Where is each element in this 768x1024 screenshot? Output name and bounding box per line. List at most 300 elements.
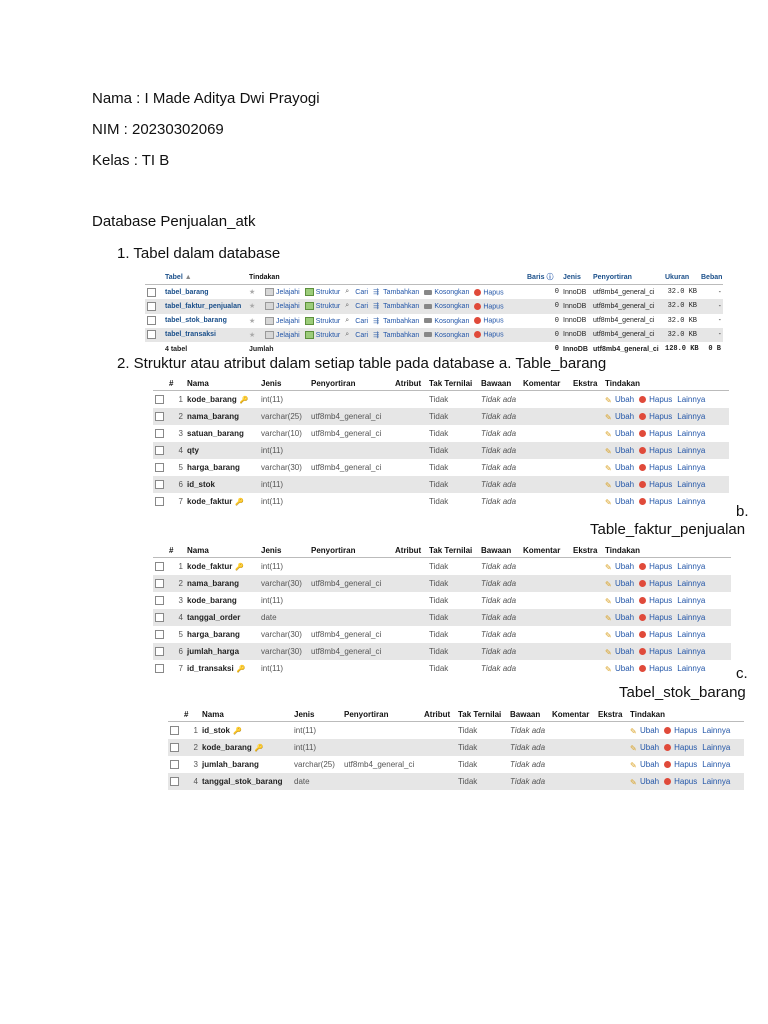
- edit-link[interactable]: [630, 760, 659, 769]
- table-row: [153, 425, 729, 442]
- browse-link[interactable]: [265, 317, 300, 325]
- column-number: 7: [178, 497, 183, 506]
- drop-label: Hapus: [649, 664, 673, 673]
- column-type: int(11): [294, 743, 317, 752]
- browse-link[interactable]: [265, 288, 300, 296]
- edit-link[interactable]: [605, 497, 634, 506]
- column-type: int(11): [261, 446, 284, 455]
- structure-link[interactable]: [305, 331, 341, 339]
- row-checkbox[interactable]: [155, 647, 164, 656]
- col-number: #: [169, 545, 174, 555]
- column-null: Tidak: [429, 412, 449, 421]
- row-checkbox[interactable]: [170, 760, 179, 769]
- column-extra: [571, 408, 603, 425]
- column-default: Tidak ada: [481, 664, 517, 673]
- column-collation: utf8mb4_general_ci: [344, 760, 415, 769]
- column-type: varchar(30): [261, 463, 302, 472]
- col-actions: Tindakan: [605, 378, 640, 388]
- primary-key-icon: 🔑: [239, 396, 249, 404]
- column-comments: [521, 425, 571, 442]
- column-attributes: [393, 391, 427, 409]
- row-checkbox[interactable]: [155, 579, 164, 588]
- browse-link-label: Jelajahi: [276, 303, 300, 311]
- column-extra: [596, 756, 628, 773]
- drop-link[interactable]: [639, 497, 672, 506]
- column-comments: [521, 459, 571, 476]
- drop-link[interactable]: [639, 596, 672, 605]
- column-collation: utf8mb4_general_ci: [311, 630, 382, 639]
- edit-link[interactable]: [630, 726, 659, 735]
- column-default: Tidak ada: [481, 429, 517, 438]
- drop-label: Hapus: [674, 726, 698, 735]
- structure-faktur-screenshot: [153, 543, 731, 677]
- col-collation: Penyortiran: [311, 378, 356, 388]
- pencil-icon: ✎: [605, 480, 612, 490]
- column-null: Tidak: [429, 630, 449, 639]
- more-link[interactable]: Lainnya: [677, 463, 706, 472]
- drop-link[interactable]: [474, 289, 503, 296]
- column-type: int(11): [261, 562, 284, 571]
- column-number: 3: [178, 429, 183, 438]
- table-name-link[interactable]: tabel_faktur_penjualan: [165, 302, 242, 310]
- insert-link[interactable]: [373, 331, 419, 339]
- table-row: [168, 722, 744, 740]
- column-comments: [550, 756, 596, 773]
- edit-link[interactable]: [605, 412, 634, 421]
- structure-link-label: Struktur: [315, 331, 341, 339]
- column-number: 1: [178, 562, 183, 571]
- row-checkbox[interactable]: [155, 630, 164, 639]
- edit-link[interactable]: [605, 562, 634, 571]
- col-penyortiran[interactable]: Penyortiran: [593, 273, 632, 281]
- row-checkbox[interactable]: [155, 562, 164, 571]
- edit-label: Ubah: [615, 664, 635, 673]
- browse-link[interactable]: [265, 331, 300, 339]
- row-checkbox[interactable]: [155, 497, 164, 506]
- more-link[interactable]: Lainnya: [677, 562, 706, 571]
- column-comments: [521, 609, 571, 626]
- edit-label: Ubah: [640, 743, 660, 752]
- column-attributes: [393, 575, 427, 592]
- column-default: Tidak ada: [481, 480, 517, 489]
- column-extra: [596, 773, 628, 790]
- more-link[interactable]: Lainnya: [702, 760, 731, 769]
- more-link[interactable]: Lainnya: [677, 579, 706, 588]
- col-ukuran[interactable]: Ukuran: [665, 273, 690, 281]
- table-row: [145, 285, 723, 300]
- more-link[interactable]: Lainnya: [677, 497, 706, 506]
- more-link[interactable]: Lainnya: [677, 630, 706, 639]
- column-null: Tidak: [429, 480, 449, 489]
- primary-key-icon: 🔑: [233, 727, 242, 735]
- col-comments: Komentar: [552, 709, 590, 719]
- overhead: -: [718, 302, 721, 310]
- search-link[interactable]: [345, 331, 368, 339]
- table-row: [153, 575, 731, 592]
- column-number: 1: [178, 395, 183, 404]
- edit-link[interactable]: [605, 630, 634, 639]
- more-link[interactable]: Lainnya: [677, 395, 706, 404]
- pencil-icon: ✎: [605, 429, 612, 439]
- col-name: Nama: [187, 378, 209, 388]
- insert-icon: ⇶: [373, 331, 379, 339]
- section-2-heading: 2. Struktur atau atribut dalam setiap table pada database a. Table_barang: [117, 355, 607, 372]
- more-link[interactable]: Lainnya: [677, 412, 706, 421]
- column-collation: [309, 660, 393, 677]
- column-attributes: [422, 756, 456, 773]
- column-null: Tidak: [458, 743, 478, 752]
- drop-link[interactable]: [639, 480, 672, 489]
- insert-link[interactable]: [373, 288, 419, 296]
- column-null: Tidak: [429, 463, 449, 472]
- empty-link[interactable]: [424, 303, 469, 310]
- row-checkbox[interactable]: [147, 288, 156, 297]
- column-number: 5: [178, 463, 183, 472]
- section-1-heading: 1. Tabel dalam database: [117, 245, 281, 262]
- structure-link[interactable]: [305, 288, 341, 296]
- table-row: [153, 626, 731, 643]
- row-checkbox[interactable]: [147, 316, 156, 325]
- column-attributes: [393, 558, 427, 576]
- more-link[interactable]: Lainnya: [677, 446, 706, 455]
- edit-link[interactable]: [605, 446, 634, 455]
- row-checkbox[interactable]: [155, 395, 164, 404]
- column-default: Tidak ada: [481, 630, 517, 639]
- edit-link[interactable]: [630, 743, 659, 752]
- empty-link-label: Kosongkan: [434, 317, 470, 325]
- more-link[interactable]: Lainnya: [677, 613, 706, 622]
- more-link[interactable]: Lainnya: [702, 743, 731, 752]
- edit-link[interactable]: [605, 463, 634, 472]
- edit-link[interactable]: [605, 429, 634, 438]
- row-checkbox[interactable]: [170, 777, 179, 786]
- column-attributes: [393, 660, 427, 677]
- drop-label: Hapus: [674, 777, 698, 786]
- column-name: id_stok: [202, 726, 231, 735]
- drop-icon: [639, 631, 646, 638]
- size: 32.0 KB: [667, 288, 697, 297]
- column-name: nama_barang: [187, 579, 240, 588]
- primary-key-icon: 🔑: [235, 563, 245, 571]
- drop-link[interactable]: [639, 664, 672, 673]
- drop-label: Hapus: [649, 562, 673, 571]
- drop-icon: [664, 727, 671, 734]
- column-extra: [571, 660, 603, 677]
- browse-link-label: Jelajahi: [276, 331, 300, 339]
- column-default: Tidak ada: [481, 596, 517, 605]
- drop-link[interactable]: [664, 726, 697, 735]
- column-type: int(11): [261, 395, 284, 404]
- pencil-icon: ✎: [605, 579, 612, 589]
- browse-link[interactable]: [265, 302, 300, 310]
- summary-size: 128.0 KB: [665, 345, 699, 354]
- collation: utf8mb4_general_ci: [593, 288, 655, 296]
- edit-link[interactable]: [605, 480, 634, 489]
- drop-icon: [639, 430, 646, 437]
- pencil-icon: ✎: [605, 596, 612, 606]
- row-checkbox[interactable]: [155, 664, 164, 673]
- structure-link[interactable]: [305, 317, 341, 325]
- column-null: Tidak: [429, 647, 449, 656]
- row-checkbox[interactable]: [155, 613, 164, 622]
- edit-link[interactable]: [605, 596, 634, 605]
- edit-label: Ubah: [615, 562, 635, 571]
- more-link[interactable]: Lainnya: [677, 664, 706, 673]
- empty-link[interactable]: [424, 332, 469, 339]
- col-actions: Tindakan: [605, 545, 640, 555]
- column-collation: [309, 558, 393, 576]
- column-default: Tidak ada: [481, 562, 517, 571]
- favorite-star-icon[interactable]: ★: [249, 317, 256, 325]
- column-default: Tidak ada: [510, 777, 546, 786]
- edit-link[interactable]: [630, 777, 659, 786]
- col-name: Nama: [187, 545, 209, 555]
- drop-link[interactable]: [639, 647, 672, 656]
- column-collation: [309, 442, 393, 459]
- column-name: jumlah_barang: [202, 760, 259, 769]
- size: 32.0 KB: [667, 316, 697, 325]
- drop-link-label: Hapus: [483, 331, 504, 339]
- insert-link[interactable]: [373, 302, 419, 310]
- drop-label: Hapus: [649, 630, 673, 639]
- edit-link[interactable]: [605, 664, 634, 673]
- browse-icon: [265, 288, 274, 296]
- column-comments: [521, 558, 571, 576]
- column-type: varchar(30): [261, 579, 302, 588]
- table-row: [153, 660, 731, 677]
- index-key-icon: 🔑: [236, 665, 246, 673]
- column-comments: [521, 391, 571, 409]
- edit-label: Ubah: [615, 446, 635, 455]
- insert-link[interactable]: [373, 317, 419, 325]
- drop-link[interactable]: [474, 331, 503, 338]
- student-class: Kelas : TI B: [92, 152, 170, 169]
- empty-link-label: Kosongkan: [434, 303, 470, 311]
- col-tabel[interactable]: Tabel ▲: [165, 273, 192, 281]
- column-default: Tidak ada: [510, 726, 546, 735]
- column-null: Tidak: [458, 777, 478, 786]
- drop-link[interactable]: [639, 412, 672, 421]
- drop-link[interactable]: [664, 777, 697, 786]
- drop-link[interactable]: [474, 317, 503, 324]
- column-comments: [521, 408, 571, 425]
- row-checkbox[interactable]: [147, 330, 156, 339]
- edit-link[interactable]: [605, 579, 634, 588]
- empty-icon: [424, 304, 432, 309]
- row-checkbox[interactable]: [155, 446, 164, 455]
- more-link[interactable]: Lainnya: [677, 647, 706, 656]
- column-number: 2: [178, 579, 183, 588]
- column-null: Tidak: [429, 664, 449, 673]
- table-row: [153, 592, 731, 609]
- column-name: harga_barang: [187, 463, 240, 472]
- drop-link[interactable]: [639, 562, 672, 571]
- label-c: c.: [736, 665, 748, 682]
- column-null: Tidak: [429, 562, 449, 571]
- table-name-link[interactable]: tabel_stok_barang: [165, 317, 227, 325]
- drop-link[interactable]: [639, 395, 672, 404]
- table-row: [153, 442, 729, 459]
- table-row: [168, 739, 744, 756]
- drop-icon: [639, 614, 646, 621]
- overhead: -: [718, 317, 721, 325]
- column-comments: [550, 739, 596, 756]
- column-collation: [309, 609, 393, 626]
- row-checkbox[interactable]: [155, 412, 164, 421]
- row-count: 0: [554, 316, 559, 325]
- column-type: varchar(30): [261, 630, 302, 639]
- col-attributes: Atribut: [424, 709, 451, 719]
- drop-link[interactable]: [664, 760, 697, 769]
- column-number: 1: [193, 726, 198, 735]
- edit-link[interactable]: [605, 395, 634, 404]
- drop-label: Hapus: [649, 613, 673, 622]
- summary-collation: utf8mb4_general_ci: [593, 345, 659, 353]
- column-attributes: [393, 476, 427, 493]
- column-number: 4: [178, 613, 183, 622]
- column-type: varchar(25): [261, 412, 302, 421]
- column-extra: [571, 575, 603, 592]
- column-name: tanggal_order: [187, 613, 241, 622]
- drop-icon: [639, 481, 646, 488]
- column-extra: [571, 459, 603, 476]
- edit-label: Ubah: [615, 630, 635, 639]
- student-nim: NIM : 20230302069: [92, 121, 224, 138]
- drop-link-label: Hapus: [483, 303, 504, 311]
- row-checkbox[interactable]: [147, 302, 156, 311]
- col-null: Tak Ternilai: [458, 709, 502, 719]
- browse-link-label: Jelajahi: [276, 317, 300, 325]
- table-row: [153, 408, 729, 425]
- column-name: tanggal_stok_barang: [202, 777, 283, 786]
- col-jenis[interactable]: Jenis: [563, 273, 581, 281]
- column-null: Tidak: [429, 429, 449, 438]
- column-number: 7: [178, 664, 183, 673]
- structure-link-label: Struktur: [315, 303, 341, 311]
- row-checkbox[interactable]: [155, 463, 164, 472]
- drop-link[interactable]: [474, 303, 503, 310]
- row-checkbox[interactable]: [155, 480, 164, 489]
- col-number: #: [184, 709, 189, 719]
- column-default: Tidak ada: [481, 497, 517, 506]
- table-row: [168, 756, 744, 773]
- collation: utf8mb4_general_ci: [593, 317, 655, 325]
- edit-link[interactable]: [605, 613, 634, 622]
- drop-icon: [639, 597, 646, 604]
- col-beban[interactable]: Beban: [701, 273, 723, 281]
- drop-link[interactable]: [664, 743, 697, 752]
- search-link[interactable]: [345, 317, 368, 325]
- search-link[interactable]: [345, 302, 368, 310]
- column-null: Tidak: [458, 760, 478, 769]
- column-collation: [309, 476, 393, 493]
- column-default: Tidak ada: [481, 613, 517, 622]
- drop-link[interactable]: [639, 463, 672, 472]
- column-attributes: [393, 459, 427, 476]
- column-type: date: [261, 613, 277, 622]
- size: 32.0 KB: [667, 302, 697, 311]
- table-name-link[interactable]: tabel_barang: [165, 288, 209, 296]
- col-baris[interactable]: Baris ⓘ: [527, 274, 554, 282]
- structure-icon: [305, 288, 314, 296]
- engine: InnoDB: [563, 288, 587, 296]
- insert-link-label: Tambahkan: [383, 289, 420, 297]
- structure-link[interactable]: [305, 302, 341, 310]
- edit-link[interactable]: [605, 647, 634, 656]
- more-link[interactable]: Lainnya: [677, 480, 706, 489]
- index-key-icon: 🔑: [254, 744, 264, 752]
- search-icon: ⌕: [345, 330, 350, 338]
- row-checkbox[interactable]: [155, 596, 164, 605]
- row-checkbox[interactable]: [155, 429, 164, 438]
- column-extra: [571, 493, 603, 510]
- empty-link[interactable]: [424, 318, 469, 325]
- drop-link[interactable]: [639, 630, 672, 639]
- column-extra: [571, 476, 603, 493]
- row-count: 0: [554, 288, 559, 297]
- more-link[interactable]: Lainnya: [702, 726, 731, 735]
- column-name: id_transaksi: [187, 664, 234, 673]
- search-icon: ⌕: [345, 302, 350, 310]
- favorite-star-icon[interactable]: ★: [249, 331, 256, 339]
- drop-link[interactable]: [639, 613, 672, 622]
- pencil-icon: ✎: [605, 647, 612, 657]
- column-number: 4: [178, 446, 183, 455]
- drop-link[interactable]: [639, 429, 672, 438]
- column-collation: [309, 391, 393, 409]
- pencil-icon: ✎: [605, 630, 612, 640]
- edit-label: Ubah: [640, 760, 660, 769]
- column-comments: [521, 660, 571, 677]
- summary-engine: InnoDB: [563, 345, 588, 353]
- column-name: harga_barang: [187, 630, 240, 639]
- structure-icon: [305, 302, 314, 310]
- column-collation: [309, 592, 393, 609]
- drop-icon: [639, 447, 646, 454]
- column-name: kode_faktur: [187, 497, 233, 506]
- col-default: Bawaan: [481, 378, 512, 388]
- edit-label: Ubah: [615, 647, 635, 656]
- row-checkbox[interactable]: [170, 726, 179, 735]
- structure-header: [153, 376, 729, 391]
- column-default: Tidak ada: [510, 743, 546, 752]
- drop-icon: [639, 563, 646, 570]
- pencil-icon: ✎: [630, 726, 637, 736]
- table-name-link[interactable]: tabel_transaksi: [165, 331, 216, 339]
- row-count: 0: [554, 302, 559, 311]
- drop-label: Hapus: [649, 497, 673, 506]
- more-link[interactable]: Lainnya: [702, 777, 731, 786]
- summary-overhead: 0 B: [708, 345, 721, 354]
- drop-link[interactable]: [639, 579, 672, 588]
- drop-link[interactable]: [639, 446, 672, 455]
- column-attributes: [393, 609, 427, 626]
- favorite-star-icon[interactable]: ★: [249, 303, 256, 311]
- column-extra: [571, 391, 603, 409]
- col-attributes: Atribut: [395, 378, 422, 388]
- search-link[interactable]: [345, 288, 368, 296]
- column-extra: [571, 626, 603, 643]
- column-null: Tidak: [429, 613, 449, 622]
- pencil-icon: ✎: [605, 562, 612, 572]
- more-link[interactable]: Lainnya: [677, 596, 706, 605]
- empty-link[interactable]: [424, 289, 469, 296]
- more-link[interactable]: Lainnya: [677, 429, 706, 438]
- row-checkbox[interactable]: [170, 743, 179, 752]
- column-collation: [309, 493, 393, 510]
- label-b: b.: [736, 503, 749, 520]
- favorite-star-icon[interactable]: ★: [249, 289, 256, 297]
